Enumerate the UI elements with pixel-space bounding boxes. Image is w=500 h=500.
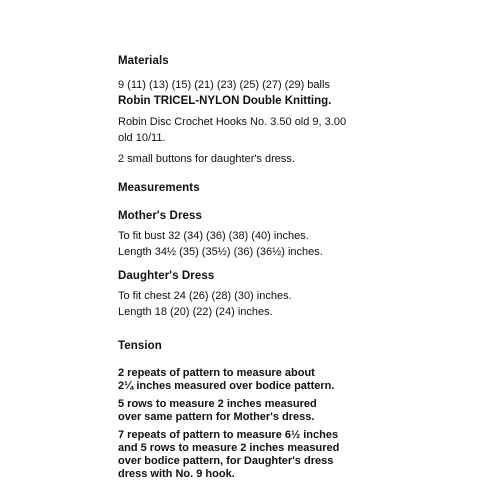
measurements-heading: Measurements [118, 182, 200, 194]
tension-section [118, 339, 488, 481]
tension-para3-line2: and 5 rows to measure 2 inches measured [118, 442, 340, 454]
balls-line: 9 (11) (13) (15) (21) (23) (25) (27) (29) balls [118, 79, 330, 91]
materials-heading: Materials [118, 55, 169, 67]
tension-heading: Tension [118, 340, 162, 352]
tension-para1-line2: 2¼ inches measured over bodice pattern. [118, 380, 335, 392]
daughter-length-line: Length 18 (20) (22) (24) inches. [118, 306, 273, 318]
materials-section [118, 54, 488, 167]
tension-para3-line4: dress with No. 9 hook. [118, 468, 235, 480]
daughters-dress-heading: Daughter's Dress [118, 270, 215, 282]
tension-para2-line2: over same pattern for Mother's dress. [118, 411, 315, 423]
mother-bust-line: To fit bust 32 (34) (36) (38) (40) inches. [118, 230, 309, 242]
knitting-pattern-page [118, 54, 488, 481]
measurements-section [118, 181, 488, 320]
tension-para3-line1: 7 repeats of pattern to measure 6½ inches [118, 429, 339, 441]
buttons-line: 2 small buttons for daughter's dress. [118, 153, 295, 165]
mother-length-line: Length 34½ (35) (35½) (36) (36½) inches. [118, 246, 323, 258]
hooks-line-1: Robin Disc Crochet Hooks No. 3.50 old 9, 3.00 [118, 116, 347, 128]
daughter-chest-line: To fit chest 24 (26) (28) (30) inches. [118, 290, 292, 302]
tension-para2-line1: 5 rows to measure 2 inches measured [118, 398, 317, 410]
hooks-line-2: old 10/11. [118, 132, 166, 144]
tension-para3-line3: over bodice pattern, for Daughter's dress [118, 455, 334, 467]
yarn-line: Robin TRICEL-NYLON Double Knitting. [118, 95, 332, 107]
tension-para1-line1: 2 repeats of pattern to measure about [118, 367, 315, 379]
mothers-dress-heading: Mother's Dress [118, 210, 203, 222]
